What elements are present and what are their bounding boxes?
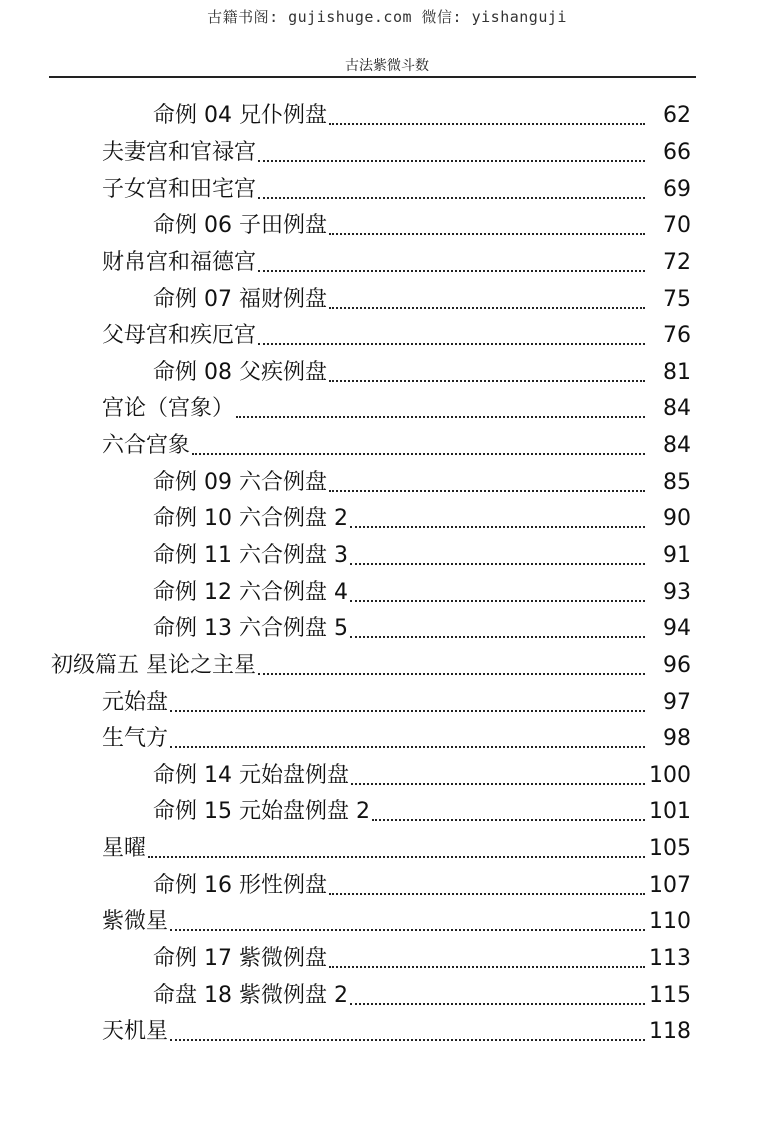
dot-leader (350, 614, 645, 638)
toc-entry[interactable] (0, 245, 774, 282)
dot-leader (236, 394, 645, 418)
toc-entry-page-number: 96 (663, 652, 691, 678)
dot-leader (350, 578, 645, 602)
toc-entry-page-number: 94 (663, 616, 691, 642)
toc-entry-title: 命例 14 元始盘例盘 (153, 762, 349, 788)
dot-leader (329, 101, 645, 125)
toc-entry-page-number: 72 (663, 249, 691, 275)
dot-leader (258, 138, 645, 162)
toc-entry[interactable] (0, 1014, 774, 1051)
toc-entry-title: 命例 04 兄仆例盘 (153, 103, 327, 129)
toc-entry-title: 命例 06 子田例盘 (153, 213, 327, 239)
toc-entry-page-number: 62 (663, 103, 691, 129)
toc-entry-title: 命例 10 六合例盘 2 (153, 506, 348, 532)
toc-entry[interactable] (0, 464, 774, 501)
toc-entry-title: 命例 17 紫微例盘 (153, 946, 327, 972)
toc-entry-title: 命例 09 六合例盘 (153, 469, 327, 495)
toc-entry[interactable] (0, 135, 774, 172)
toc-entry-title: 命例 11 六合例盘 3 (153, 543, 348, 568)
toc-entry-title: 元始盘 (102, 689, 169, 715)
toc-entry-page-number: 66 (663, 139, 691, 165)
toc-entry[interactable] (0, 281, 774, 318)
toc-entry[interactable] (0, 171, 774, 208)
toc-entry[interactable] (0, 538, 774, 575)
toc-entry-title: 财帛宫和福德宫 (102, 249, 257, 275)
running-head: 古法紫微斗数 (345, 58, 429, 74)
toc-entry-title: 生气方 (102, 726, 169, 752)
toc-entry[interactable] (0, 354, 774, 391)
toc-entry-page-number: 113 (649, 946, 691, 972)
toc-entry-title: 夫妻宫和官禄宫 (102, 139, 257, 165)
watermark-text: 古籍书阁: gujishuge.com 微信: yishanguji (207, 8, 567, 26)
toc-entry[interactable] (0, 867, 774, 904)
toc-entry-title: 初级篇五 星论之主星 (51, 652, 256, 678)
toc-entry[interactable] (0, 648, 774, 685)
toc-entry-page-number: 93 (663, 579, 691, 605)
dot-leader (192, 431, 645, 455)
dot-leader (329, 944, 645, 968)
dot-leader (170, 688, 645, 712)
toc-entry[interactable] (0, 758, 774, 795)
toc-entry-title: 命例 07 福财例盘 (153, 286, 327, 312)
toc-entry[interactable] (0, 611, 774, 648)
toc-entry[interactable] (0, 684, 774, 721)
toc-entry[interactable] (0, 977, 774, 1014)
dot-leader (170, 724, 645, 748)
toc-entry[interactable] (0, 428, 774, 465)
dot-leader (329, 468, 645, 492)
toc-entry-page-number: 84 (663, 433, 691, 459)
dot-leader (372, 797, 645, 821)
toc-entry-title: 六合宫象 (102, 433, 191, 459)
toc-entry-title: 命盘 18 紫微例盘 2 (153, 982, 348, 1008)
toc-entry-title: 命例 15 元始盘例盘 2 (153, 799, 370, 825)
toc-entry-title: 星曜 (102, 836, 147, 862)
toc-entry[interactable] (0, 941, 774, 978)
toc-entry-page-number: 70 (663, 213, 691, 239)
toc-entry-page-number: 75 (663, 286, 691, 312)
dot-leader (350, 504, 645, 528)
table-of-contents (0, 98, 774, 1051)
toc-entry-title: 紫微星 (102, 909, 169, 935)
toc-entry-page-number: 76 (663, 323, 691, 349)
toc-entry-title: 命例 08 父疾例盘 (153, 359, 327, 385)
dot-leader (329, 358, 645, 382)
toc-entry[interactable] (0, 794, 774, 831)
toc-entry-title: 命例 16 形性例盘 (153, 872, 327, 898)
toc-entry[interactable] (0, 574, 774, 611)
dot-leader (258, 321, 645, 345)
toc-entry[interactable] (0, 721, 774, 758)
header-rule (49, 76, 696, 78)
toc-entry-page-number: 81 (663, 359, 691, 385)
toc-entry-page-number: 98 (663, 726, 691, 752)
toc-entry-title: 天机星 (102, 1019, 169, 1045)
toc-entry-page-number: 84 (663, 396, 691, 422)
toc-entry-page-number: 118 (649, 1019, 691, 1045)
dot-leader (148, 834, 645, 858)
toc-entry-page-number: 110 (649, 909, 691, 935)
dot-leader (258, 175, 645, 199)
toc-entry-title: 父母宫和疾厄宫 (102, 323, 257, 349)
toc-entry-page-number: 85 (663, 469, 691, 495)
toc-entry[interactable] (0, 831, 774, 868)
dot-leader (329, 211, 645, 235)
toc-entry[interactable] (0, 501, 774, 538)
toc-entry-page-number: 100 (649, 762, 691, 788)
toc-entry-page-number: 107 (649, 872, 691, 898)
toc-entry-page-number: 69 (663, 176, 691, 202)
toc-entry-title: 宫论（宫象） (102, 396, 235, 422)
toc-entry-page-number: 105 (649, 836, 691, 862)
dot-leader (170, 907, 645, 931)
toc-entry-title: 命例 13 六合例盘 5 (153, 616, 348, 642)
dot-leader (351, 761, 645, 785)
toc-entry[interactable] (0, 208, 774, 245)
dot-leader (329, 285, 645, 309)
toc-entry[interactable] (0, 904, 774, 941)
toc-entry-page-number: 97 (663, 689, 691, 715)
dot-leader (170, 1017, 645, 1041)
dot-leader (350, 541, 645, 565)
toc-entry-page-number: 115 (649, 982, 691, 1008)
toc-entry-page-number: 91 (663, 543, 691, 568)
toc-entry-page-number: 90 (663, 506, 691, 532)
toc-entry-title: 子女宫和田宅宫 (102, 176, 257, 202)
dot-leader (258, 651, 645, 675)
toc-entry[interactable] (0, 98, 774, 135)
dot-leader (258, 248, 645, 272)
toc-entry-title: 命例 12 六合例盘 4 (153, 579, 348, 605)
toc-entry[interactable] (0, 318, 774, 355)
dot-leader (329, 871, 645, 895)
toc-entry-page-number: 101 (649, 799, 691, 825)
dot-leader (350, 981, 645, 1005)
toc-entry[interactable] (0, 391, 774, 428)
